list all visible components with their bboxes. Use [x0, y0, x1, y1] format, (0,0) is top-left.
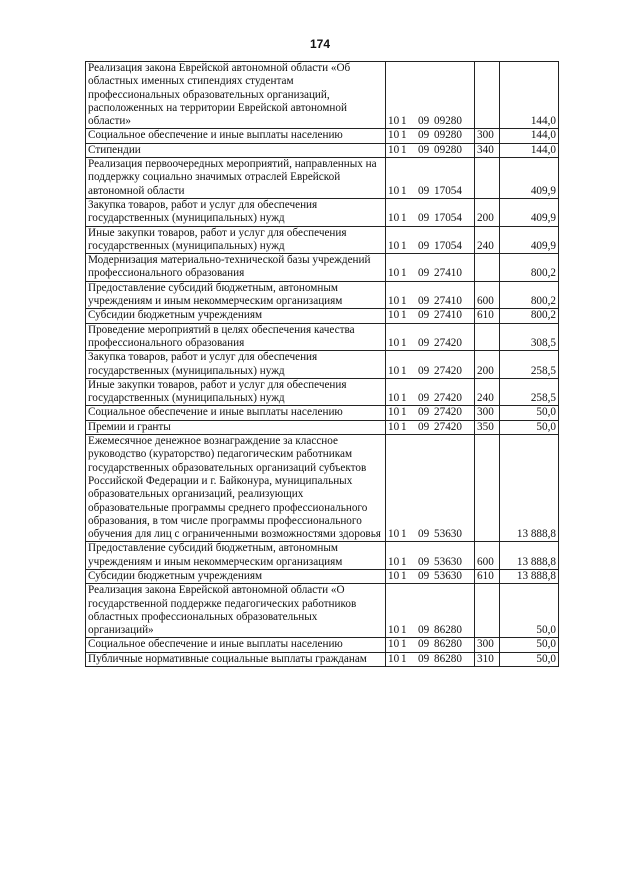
- row-expense-type: 600: [475, 542, 500, 570]
- row-amount: 50,0: [500, 406, 559, 420]
- code-program: 09: [418, 420, 430, 433]
- code-section: 10: [388, 212, 400, 225]
- row-target-code: [386, 569, 475, 583]
- row-amount: 258,5: [500, 378, 559, 406]
- code-program: 09: [418, 528, 430, 541]
- row-name: Закупка товаров, работ и услуг для обеспечения государственных (муниципальных) нужд: [86, 351, 386, 379]
- code-program: 09: [418, 555, 430, 568]
- row-expense-type: [475, 323, 500, 351]
- table-row: [86, 254, 559, 282]
- code-program: 09: [418, 212, 430, 225]
- code-subsection: 1: [401, 239, 407, 252]
- code-section: 10: [388, 364, 400, 377]
- code-subsection: 1: [401, 624, 407, 637]
- code-article: 27420: [434, 392, 462, 405]
- row-amount: 800,2: [500, 254, 559, 282]
- table-row: [86, 569, 559, 583]
- row-expense-type: [475, 62, 500, 129]
- code-program: 09: [418, 624, 430, 637]
- code-program: 09: [418, 336, 430, 349]
- code-article: 27410: [434, 309, 462, 322]
- budget-table: [85, 61, 559, 667]
- row-amount: 258,5: [500, 351, 559, 379]
- code-program: 09: [418, 115, 430, 128]
- table-row: [86, 351, 559, 379]
- table-row: [86, 420, 559, 434]
- code-program: 09: [418, 652, 430, 665]
- row-target-code: [386, 198, 475, 226]
- row-expense-type: 610: [475, 569, 500, 583]
- table-row: [86, 378, 559, 406]
- code-program: 09: [418, 239, 430, 252]
- row-target-code: [386, 542, 475, 570]
- code-program: 09: [418, 184, 430, 197]
- row-name: Предоставление субсидий бюджетным, автономным учреждениям и иным некоммерческим организациям: [86, 542, 386, 570]
- code-subsection: 1: [401, 555, 407, 568]
- table-row: [86, 129, 559, 143]
- code-section: 10: [388, 267, 400, 280]
- code-section: 10: [388, 420, 400, 433]
- row-amount: 13 888,8: [500, 542, 559, 570]
- row-target-code: [386, 254, 475, 282]
- code-subsection: 1: [401, 129, 407, 142]
- row-target-code: [386, 420, 475, 434]
- row-expense-type: [475, 435, 500, 542]
- code-program: 09: [418, 364, 430, 377]
- code-program: 09: [418, 638, 430, 651]
- row-name: Ежемесячное денежное вознаграждение за классное руководство (кураторство) педагогическим работникам государственных образовательных организаций субъектов Российской Федерации и г. Байконура, муниципальных образовательных организаций, реализующих образовательные программы среднего профессионального образования, в том числе программы профессионального обучения для лиц с ограниченными возможностями здоровья: [86, 435, 386, 542]
- row-target-code: [386, 62, 475, 129]
- table-row: [86, 143, 559, 157]
- row-expense-type: [475, 158, 500, 199]
- code-article: 09280: [434, 115, 462, 128]
- code-article: 27420: [434, 336, 462, 349]
- code-article: 09280: [434, 129, 462, 142]
- table-row: [86, 323, 559, 351]
- table-row: [86, 435, 559, 542]
- row-amount: 13 888,8: [500, 569, 559, 583]
- code-section: 10: [388, 239, 400, 252]
- code-article: 17054: [434, 239, 462, 252]
- row-name: Закупка товаров, работ и услуг для обеспечения государственных (муниципальных) нужд: [86, 198, 386, 226]
- row-target-code: [386, 378, 475, 406]
- row-expense-type: 610: [475, 309, 500, 323]
- code-program: 09: [418, 569, 430, 582]
- code-section: 10: [388, 555, 400, 568]
- code-program: 09: [418, 129, 430, 142]
- table-row: [86, 226, 559, 254]
- row-expense-type: 240: [475, 378, 500, 406]
- table-row: [86, 652, 559, 666]
- code-section: 10: [388, 624, 400, 637]
- code-subsection: 1: [401, 295, 407, 308]
- code-program: 09: [418, 295, 430, 308]
- code-article: 27410: [434, 295, 462, 308]
- row-name: Публичные нормативные социальные выплаты гражданам: [86, 652, 386, 666]
- row-expense-type: 340: [475, 143, 500, 157]
- row-name: Субсидии бюджетным учреждениям: [86, 309, 386, 323]
- row-name: Субсидии бюджетным учреждениям: [86, 569, 386, 583]
- row-amount: 308,5: [500, 323, 559, 351]
- code-subsection: 1: [401, 406, 407, 419]
- code-program: 09: [418, 267, 430, 280]
- row-name: Модернизация материально-технической базы учреждений профессионального образования: [86, 254, 386, 282]
- code-program: 09: [418, 143, 430, 156]
- row-target-code: [386, 638, 475, 652]
- code-subsection: 1: [401, 392, 407, 405]
- code-article: 53630: [434, 528, 462, 541]
- row-name: Премии и гранты: [86, 420, 386, 434]
- row-expense-type: 310: [475, 652, 500, 666]
- code-subsection: 1: [401, 143, 407, 156]
- code-section: 10: [388, 652, 400, 665]
- row-amount: 409,9: [500, 198, 559, 226]
- row-target-code: [386, 323, 475, 351]
- code-section: 10: [388, 184, 400, 197]
- code-subsection: 1: [401, 420, 407, 433]
- row-target-code: [386, 435, 475, 542]
- row-target-code: [386, 406, 475, 420]
- table-row: [86, 309, 559, 323]
- row-target-code: [386, 652, 475, 666]
- row-name: Стипендии: [86, 143, 386, 157]
- code-article: 27410: [434, 267, 462, 280]
- row-amount: 13 888,8: [500, 435, 559, 542]
- row-name: Предоставление субсидий бюджетным, автономным учреждениям и иным некоммерческим организациям: [86, 281, 386, 309]
- code-article: 86280: [434, 624, 462, 637]
- row-expense-type: [475, 584, 500, 638]
- row-expense-type: 200: [475, 198, 500, 226]
- row-name: Иные закупки товаров, работ и услуг для обеспечения государственных (муниципальных) нужд: [86, 378, 386, 406]
- row-name: Иные закупки товаров, работ и услуг для обеспечения государственных (муниципальных) нужд: [86, 226, 386, 254]
- table-row: [86, 584, 559, 638]
- row-name: Проведение мероприятий в целях обеспечения качества профессионального образования: [86, 323, 386, 351]
- row-name: Социальное обеспечение и иные выплаты населению: [86, 638, 386, 652]
- code-article: 27420: [434, 364, 462, 377]
- code-section: 10: [388, 115, 400, 128]
- code-section: 10: [388, 129, 400, 142]
- row-expense-type: 200: [475, 351, 500, 379]
- row-expense-type: 600: [475, 281, 500, 309]
- code-program: 09: [418, 392, 430, 405]
- code-article: 17054: [434, 212, 462, 225]
- row-target-code: [386, 351, 475, 379]
- row-amount: 409,9: [500, 158, 559, 199]
- row-amount: 409,9: [500, 226, 559, 254]
- budget-table-body: [86, 62, 559, 667]
- code-program: 09: [418, 406, 430, 419]
- code-section: 10: [388, 336, 400, 349]
- row-name: Социальное обеспечение и иные выплаты населению: [86, 129, 386, 143]
- table-row: [86, 158, 559, 199]
- row-amount: 144,0: [500, 129, 559, 143]
- code-subsection: 1: [401, 528, 407, 541]
- table-row: [86, 542, 559, 570]
- code-subsection: 1: [401, 184, 407, 197]
- row-target-code: [386, 281, 475, 309]
- code-section: 10: [388, 406, 400, 419]
- code-article: 27420: [434, 420, 462, 433]
- table-row: [86, 638, 559, 652]
- row-name: Реализация закона Еврейской автономной области «О государственной поддержке педагогических работников областных профессиональных образовательных организаций»: [86, 584, 386, 638]
- code-subsection: 1: [401, 652, 407, 665]
- row-name: Реализация первоочередных мероприятий, направленных на поддержку социально значимых отраслей Еврейской автономной области: [86, 158, 386, 199]
- row-name: Социальное обеспечение и иные выплаты населению: [86, 406, 386, 420]
- code-section: 10: [388, 309, 400, 322]
- table-row: [86, 198, 559, 226]
- code-article: 86280: [434, 652, 462, 665]
- table-row: [86, 281, 559, 309]
- row-amount: 50,0: [500, 584, 559, 638]
- code-section: 10: [388, 528, 400, 541]
- code-article: 27420: [434, 406, 462, 419]
- row-expense-type: 300: [475, 129, 500, 143]
- table-row: [86, 62, 559, 129]
- code-section: 10: [388, 569, 400, 582]
- row-name: Реализация закона Еврейской автономной области «Об областных именных стипендиях студентам профессиональных образовательных организаций, расположенных на территории Еврейской автономной области»: [86, 62, 386, 129]
- row-amount: 50,0: [500, 638, 559, 652]
- row-target-code: [386, 158, 475, 199]
- code-subsection: 1: [401, 267, 407, 280]
- row-expense-type: 300: [475, 406, 500, 420]
- row-expense-type: 350: [475, 420, 500, 434]
- code-article: 09280: [434, 143, 462, 156]
- code-article: 17054: [434, 184, 462, 197]
- row-amount: 50,0: [500, 420, 559, 434]
- row-amount: 800,2: [500, 309, 559, 323]
- row-target-code: [386, 226, 475, 254]
- row-target-code: [386, 309, 475, 323]
- code-section: 10: [388, 638, 400, 651]
- code-article: 53630: [434, 569, 462, 582]
- row-target-code: [386, 584, 475, 638]
- row-expense-type: 300: [475, 638, 500, 652]
- code-subsection: 1: [401, 364, 407, 377]
- code-subsection: 1: [401, 115, 407, 128]
- table-row: [86, 406, 559, 420]
- row-target-code: [386, 129, 475, 143]
- page-number: 174: [309, 37, 331, 51]
- code-section: 10: [388, 295, 400, 308]
- row-amount: 800,2: [500, 281, 559, 309]
- code-section: 10: [388, 143, 400, 156]
- code-program: 09: [418, 309, 430, 322]
- code-subsection: 1: [401, 336, 407, 349]
- row-expense-type: [475, 254, 500, 282]
- code-subsection: 1: [401, 569, 407, 582]
- row-target-code: [386, 143, 475, 157]
- code-subsection: 1: [401, 309, 407, 322]
- row-amount: 144,0: [500, 143, 559, 157]
- row-expense-type: 240: [475, 226, 500, 254]
- row-amount: 144,0: [500, 62, 559, 129]
- code-subsection: 1: [401, 212, 407, 225]
- code-subsection: 1: [401, 638, 407, 651]
- code-article: 86280: [434, 638, 462, 651]
- code-article: 53630: [434, 555, 462, 568]
- code-section: 10: [388, 392, 400, 405]
- row-amount: 50,0: [500, 652, 559, 666]
